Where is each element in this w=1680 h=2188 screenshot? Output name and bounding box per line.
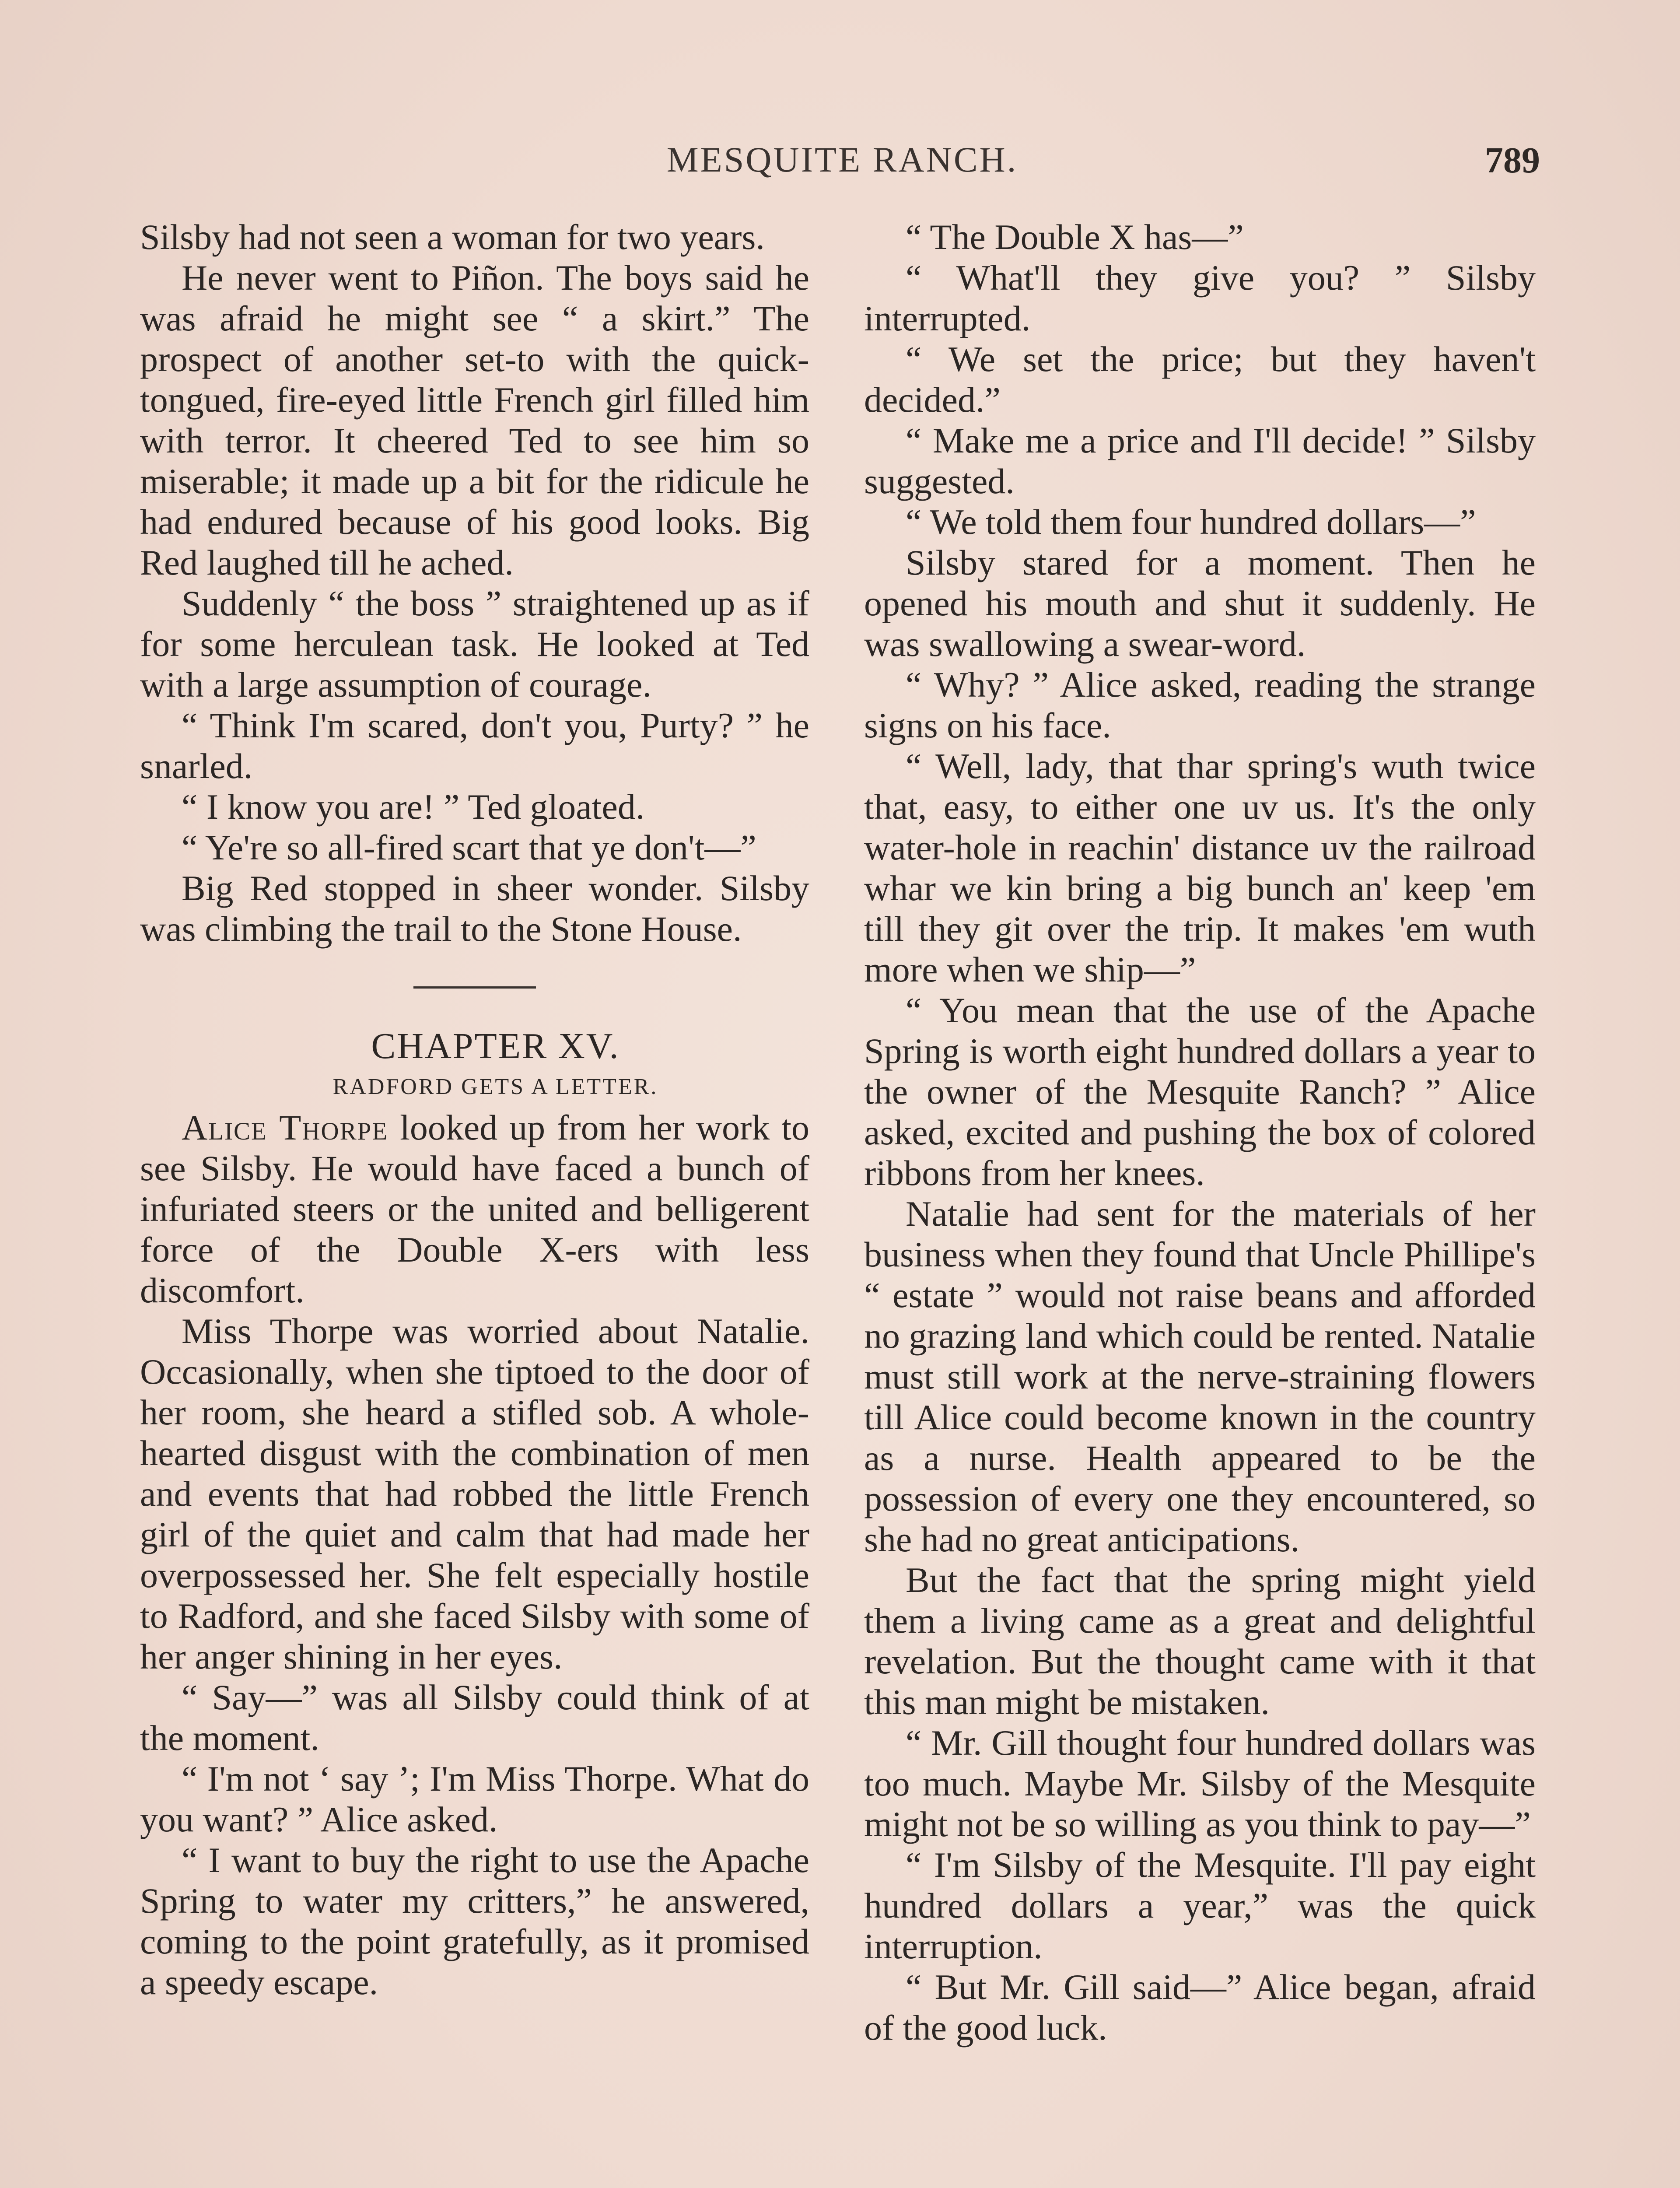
paragraph: “ I'm Silsby of the Mesquite. I'll pay eight hundred dollars a year,” was the quick interruption.: [864, 1845, 1536, 1966]
paragraph: “ What'll they give you? ” Silsby interrupted.: [864, 258, 1536, 338]
paragraph: “ I want to buy the right to use the Apache Spring to water my critters,” he answered, coming to the point gratefully, as it promised a speedy escape.: [140, 1840, 809, 2002]
chapter-opening-lead: Alice Thorpe: [182, 1108, 388, 1147]
right-column: [864, 217, 1536, 2048]
page-number: 789: [1485, 140, 1540, 181]
paragraph: But the fact that the spring might yield them a living came as a great and delightful revelation. But the thought came with it that this man might be mistaken.: [864, 1560, 1536, 1722]
paragraph: “ I'm not ‘ say ’; I'm Miss Thorpe. What do you want? ” Alice asked.: [140, 1759, 809, 1839]
paragraph: “ But Mr. Gill said—” Alice began, afraid of the good luck.: [864, 1967, 1536, 2048]
chapter-title: CHAPTER XV.: [371, 1026, 620, 1066]
paragraph: “ Make me a price and I'll decide! ” Silsby suggested.: [864, 421, 1536, 501]
paragraph: “ We set the price; but they haven't decided.”: [864, 339, 1536, 420]
paragraph: “ The Double X has—”: [906, 217, 1244, 257]
paragraph: “ I know you are! ” Ted gloated.: [182, 787, 645, 827]
paragraph: “ Why? ” Alice asked, reading the strange signs on his face.: [864, 665, 1536, 745]
section-divider: [413, 986, 536, 989]
paragraph: “ Ye're so all-fired scart that ye don't—”: [182, 828, 756, 867]
paragraph: “ You mean that the use of the Apache Spring is worth eight hundred dollars a year to the owner of the Mesquite Ranch? ” Alice asked, excited and pushing the box of colored ribbons from her knees.: [864, 990, 1536, 1193]
paragraph: “ Well, lady, that thar spring's wuth twice that, easy, to either one uv us. It's the only water-hole in reachin' distance uv the railroad whar we kin bring a big bunch an' keep 'em till they git over the trip. It makes 'em wuth more when we ship—”: [864, 746, 1536, 989]
chapter-opening-paragraph: [140, 1107, 809, 1311]
paragraph: Big Red stopped in sheer wonder. Silsby was climbing the trail to the Stone House.: [140, 868, 809, 949]
paragraph: “ Mr. Gill thought four hundred dollars was too much. Maybe Mr. Silsby of the Mesquite might not be so willing as you think to pay—”: [864, 1723, 1536, 1844]
paragraph: Silsby stared for a moment. Then he opened his mouth and shut it suddenly. He was swallowing a swear-word.: [864, 543, 1536, 664]
paragraph: Silsby had not seen a woman for two years.: [140, 217, 765, 257]
page-header: [144, 139, 1540, 183]
paragraph: Suddenly “ the boss ” straightened up as if for some herculean task. He looked at Ted with a large assumption of courage.: [140, 583, 809, 705]
chapter-opening-text: looked up from her work to see Silsby. He would have faced a bunch of infuriated steers or the united and belligerent force of the Double X-ers with less discomfort.: [140, 1108, 809, 1310]
paragraph: “ Think I'm scared, don't you, Purty? ” he snarled.: [140, 705, 809, 786]
left-column: [140, 217, 809, 2002]
paragraph: Miss Thorpe was worried about Natalie. Occasionally, when she tiptoed to the door of her room, she heard a stifled sob. A whole-hearted disgust with the combination of men and events that had robbed the little French girl of the quiet and calm that had made her overpossessed her. She felt especially hostile to Radford, and she faced Silsby with some of her anger shining in her eyes.: [140, 1311, 809, 1676]
chapter-subtitle: RADFORD GETS A LETTER.: [332, 1074, 658, 1099]
paragraph: Natalie had sent for the materials of her business when they found that Uncle Phillipe's “ estate ” would not raise beans and afforded no grazing land which could be rented. Natalie must still work at the nerve-straining flowers till Alice could become known in the country as a nurse. Health appeared to be the possession of every one they encountered, so she had no great anticipations.: [864, 1194, 1536, 1559]
paragraph: “ Say—” was all Silsby could think of at the moment.: [140, 1677, 809, 1758]
paragraph: He never went to Piñon. The boys said he was afraid he might see “ a skirt.” The prospect of another set-to with the quick-tongued, fire-eyed little French girl filled him with terror. It cheered Ted to see him so miserable; it made up a bit for the ridicule he had endured because of his good looks. Big Red laughed till he ached.: [140, 258, 809, 582]
paragraph: “ We told them four hundred dollars—”: [906, 502, 1476, 542]
running-title: MESQUITE RANCH.: [666, 140, 1018, 179]
